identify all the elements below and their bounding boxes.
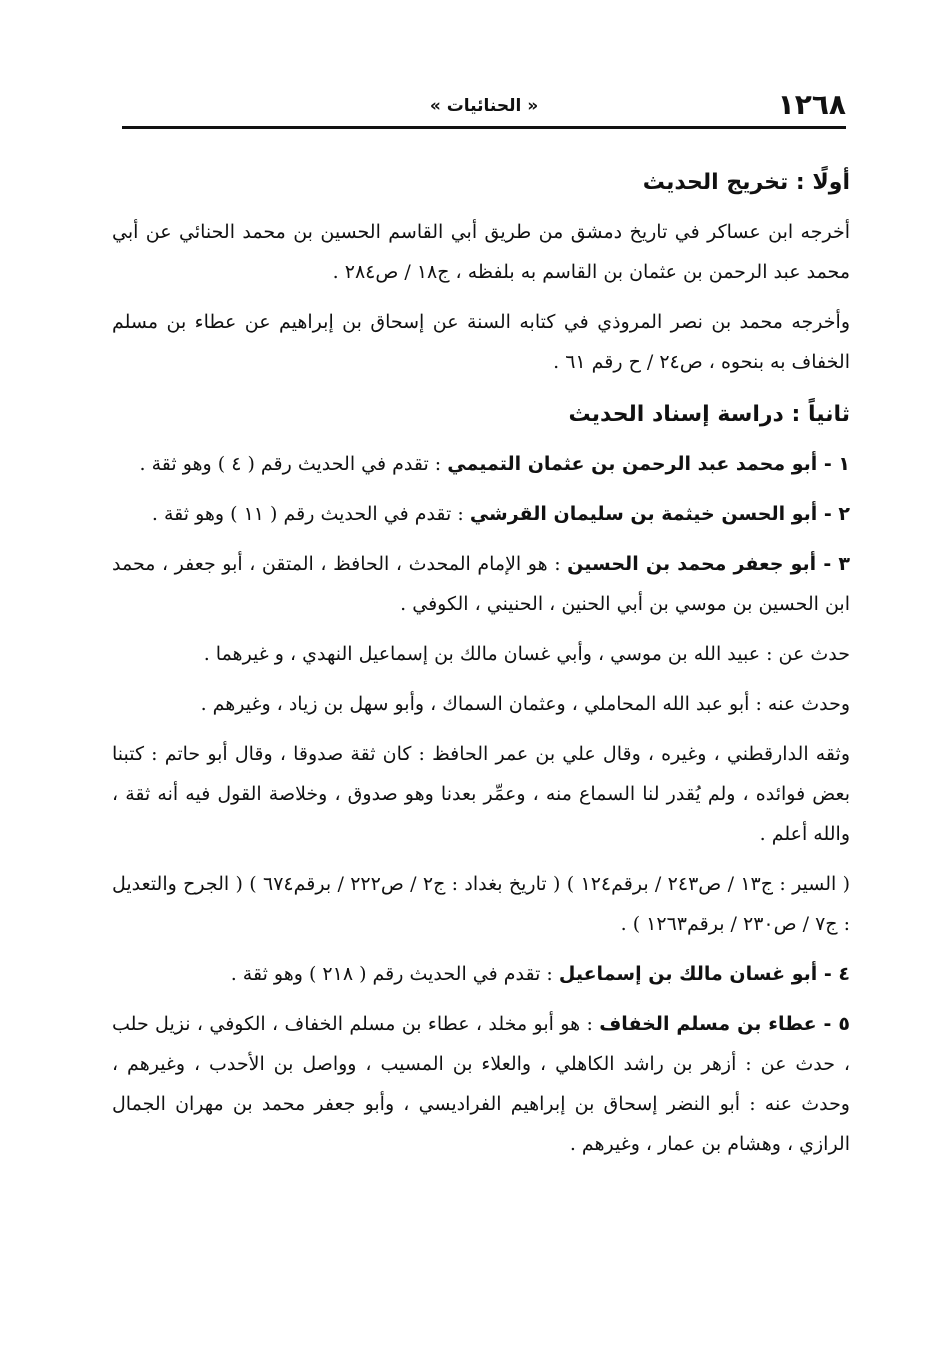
narrator-5 — [112, 1004, 850, 1164]
page-number: ١٢٦٨ — [777, 88, 846, 121]
narrator-2 — [112, 494, 850, 534]
narrator-2-name: ٢ - أبو الحسن خيثمة بن سليمان القرشي — [469, 503, 850, 525]
narrator-3-references: ( السير : ج١٣ / ص٢٤٣ / برقم١٢٤ ) ( تاريخ بغداد : ج٢ / ص٢٢٢ / برقم٦٧٤ ) ( الجرح والتعديل : ج٧ / ص٢٣٠ / برقم١٢٦٣ ) . — [112, 873, 851, 935]
narrator-3 — [112, 544, 850, 624]
section-heading-isnad: ثانياً : دراسة إسناد الحديث — [568, 402, 850, 427]
narrator-3-name: ٣ - أبو جعفر محمد بن الحسين — [567, 553, 850, 575]
narrator-1 — [112, 444, 850, 484]
paragraph-marwazi: وأخرجه محمد بن نصر المروذي في كتابه السنة عن إسحاق بن إبراهيم عن عطاء بن مسلم الخفاف به بنحوه ، ص٢٤ / ح رقم ٦١ . — [112, 311, 850, 373]
running-title: « الحنائيات » — [429, 96, 539, 116]
narrator-4-text: : تقدم في الحديث رقم ( ٢١٨ ) وهو ثقة . — [230, 963, 559, 985]
paragraph-ibn-asakir: أخرجه ابن عساكر في تاريخ دمشق من طريق أبي القاسم الحسين بن محمد الحنائي عن أبي محمد عبد الرحمن بن عثمان بن القاسم به بلفظه ، ج١٨ / ص٢٨٤ . — [112, 221, 850, 283]
section-heading-takhrij: أولًا : تخريج الحديث — [642, 170, 850, 195]
body-text — [112, 160, 850, 1170]
narrator-5-name: ٥ - عطاء بن مسلم الخفاف — [599, 1013, 850, 1035]
narrator-4-name: ٤ - أبو غسان مالك بن إسماعيل — [558, 963, 850, 985]
page-header — [122, 88, 846, 129]
narrator-3-narrated-from: حدث عن : عبيد الله بن موسي ، وأبي غسان مالك بن إسماعيل النهدي ، و غيرهما . — [203, 643, 850, 665]
narrator-3-narrated-by: وحدث عنه : أبو عبد الله المحاملي ، وعثمان السماك ، وأبو سهل بن زياد ، وغيرهم . — [200, 693, 850, 715]
narrator-5-text: : هو أبو مخلد ، عطاء بن مسلم الخفاف ، الكوفي ، نزيل حلب ، حدث عن : أزهر بن راشد الكاهلي ، والعلاء بن المسيب ، وواصل بن الأحدب ، وغيرهم ، وحدث عنه : أبو النضر إسحاق بن إبراهيم الفراديسي ، وأبو جعفر محمد بن مهران الجمال الرازي ، وهشام بن عمار ، وغيرهم . — [112, 1013, 850, 1155]
narrator-1-name: ١ - أبو محمد عبد الرحمن بن عثمان التميمي — [447, 453, 850, 475]
narrator-2-text: : تقدم في الحديث رقم ( ١١ ) وهو ثقة . — [151, 503, 470, 525]
narrator-3-text: : هو الإمام المحدث ، الحافظ ، المتقن ، أبو جعفر ، محمد ابن الحسين بن موسي بن أبي الحنين ، الحنيني ، الكوفي . — [112, 553, 850, 615]
narrator-3-tawthiq: وثقه الدارقطني ، وغيره ، وقال علي بن عمر الحافظ : كان ثقة صدوقا ، وقال أبو حاتم : كتبنا بعض فوائده ، ولم يُقدر لنا السماع منه ، وعمِّر بعدنا وهو صدوق ، وخلاصة القول فيه أنه ثقة ، والله أعلم . — [112, 743, 850, 845]
narrator-4 — [112, 954, 850, 994]
narrator-1-text: : تقدم في الحديث رقم ( ٤ ) وهو ثقة . — [139, 453, 448, 475]
